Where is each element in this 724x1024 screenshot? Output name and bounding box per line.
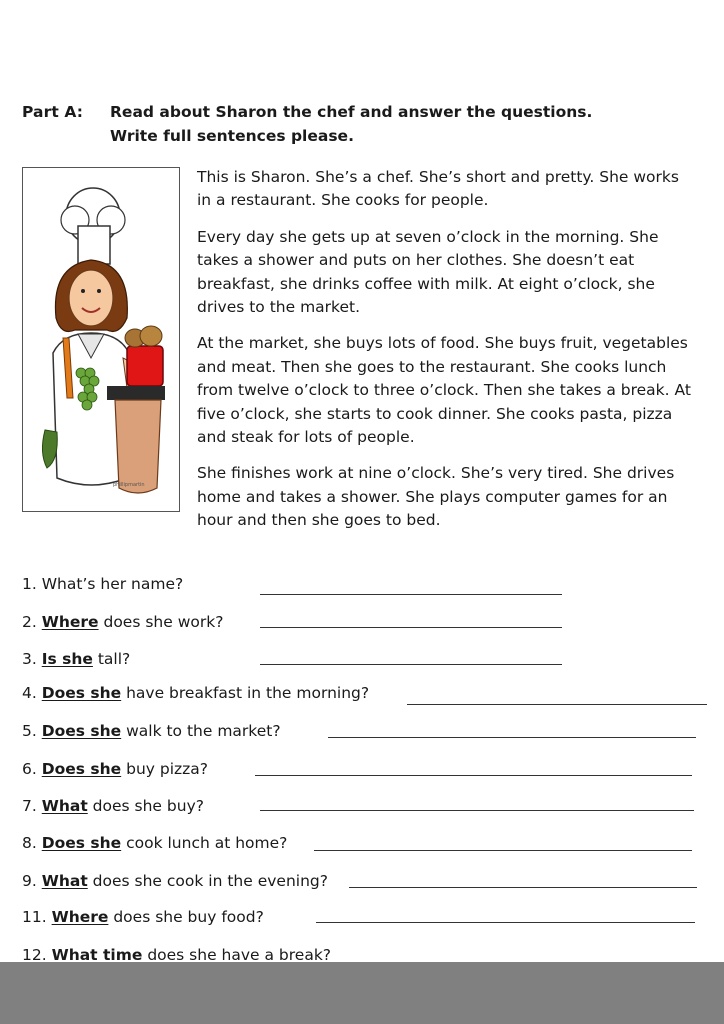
answer-line-7[interactable]	[260, 810, 694, 811]
story-text	[197, 166, 697, 546]
answer-line-11[interactable]	[316, 922, 695, 923]
question-keyword: Does she	[41, 684, 122, 702]
question-text: does she have a break?	[142, 946, 332, 962]
question-keyword: Where	[51, 908, 109, 926]
question-number: 7.	[22, 797, 37, 815]
question-11	[22, 908, 264, 926]
question-keyword: What	[41, 797, 88, 815]
question-8	[22, 834, 287, 852]
story-paragraph: This is Sharon. She’s a chef. She’s short and pretty. She works in a restaurant. She cooks for people.	[197, 168, 679, 210]
chef-illustration	[22, 167, 180, 512]
svg-text:phillipmartin: phillipmartin	[113, 482, 145, 488]
question-keyword: Is she	[41, 650, 93, 668]
question-text: does she buy food?	[108, 908, 264, 926]
bottom-gray-bar	[0, 962, 724, 1024]
question-text: What’s her name?	[41, 575, 184, 593]
question-text: cook lunch at home?	[121, 834, 288, 852]
question-number: 3.	[22, 650, 37, 668]
question-12	[22, 946, 331, 962]
story-paragraph: At the market, she buys lots of food. She buys fruit, vegetables and meat. Then she goes to the restaurant. She cooks lunch from twelve o’clock to three o’clock. Then she takes a break. At five o’clock, she starts to cook dinner. She cooks pasta, pizza and steak for lots of people.	[197, 334, 691, 447]
question-number: 4.	[22, 684, 37, 702]
question-number: 8.	[22, 834, 37, 852]
question-7	[22, 797, 204, 815]
answer-line-2[interactable]	[260, 627, 562, 628]
question-number: 11.	[22, 908, 47, 926]
story-paragraph: Every day she gets up at seven o’clock in the morning. She takes a shower and puts on her clothes. She doesn’t eat breakfast, she drinks coffee with milk. At eight o’clock, she drives to the market.	[197, 227, 659, 317]
question-text: buy pizza?	[121, 760, 209, 778]
question-keyword: Where	[41, 613, 99, 631]
question-number: 1.	[22, 575, 37, 593]
question-text: does she buy?	[87, 797, 204, 815]
question-number: 9.	[22, 872, 37, 890]
question-keyword: Does she	[41, 834, 122, 852]
instruction-line-1: Read about Sharon the chef and answer the questions.	[110, 103, 593, 121]
question-1	[22, 575, 183, 593]
answer-line-4[interactable]	[407, 704, 707, 705]
answer-line-3[interactable]	[260, 664, 562, 665]
instruction-line-2: Write full sentences please.	[110, 127, 354, 145]
question-number: 2.	[22, 613, 37, 631]
chef-icon	[23, 168, 179, 511]
question-number: 5.	[22, 722, 37, 740]
question-text: does she cook in the evening?	[87, 872, 328, 890]
answer-line-1[interactable]	[260, 594, 562, 595]
answer-line-9[interactable]	[349, 887, 697, 888]
question-text: does she work?	[98, 613, 224, 631]
question-3	[22, 650, 130, 668]
part-label: Part A:	[22, 103, 84, 121]
question-4	[22, 684, 369, 702]
answer-line-5[interactable]	[328, 737, 696, 738]
question-text: have breakfast in the morning?	[121, 684, 370, 702]
story-paragraph: She finishes work at nine o’clock. She’s very tired. She drives home and takes a shower. She plays computer games for an hour and then she goes to bed.	[197, 464, 675, 530]
question-keyword: What time	[51, 946, 143, 962]
answer-line-6[interactable]	[255, 775, 692, 776]
question-number: 12.	[22, 946, 47, 962]
question-keyword: Does she	[41, 722, 122, 740]
question-text: tall?	[92, 650, 131, 668]
question-keyword: Does she	[41, 760, 122, 778]
question-keyword: What	[41, 872, 88, 890]
question-text: walk to the market?	[121, 722, 281, 740]
question-number: 6.	[22, 760, 37, 778]
question-2	[22, 613, 223, 631]
question-9	[22, 872, 328, 890]
question-6	[22, 760, 208, 778]
question-5	[22, 722, 281, 740]
answer-line-8[interactable]	[314, 850, 692, 851]
